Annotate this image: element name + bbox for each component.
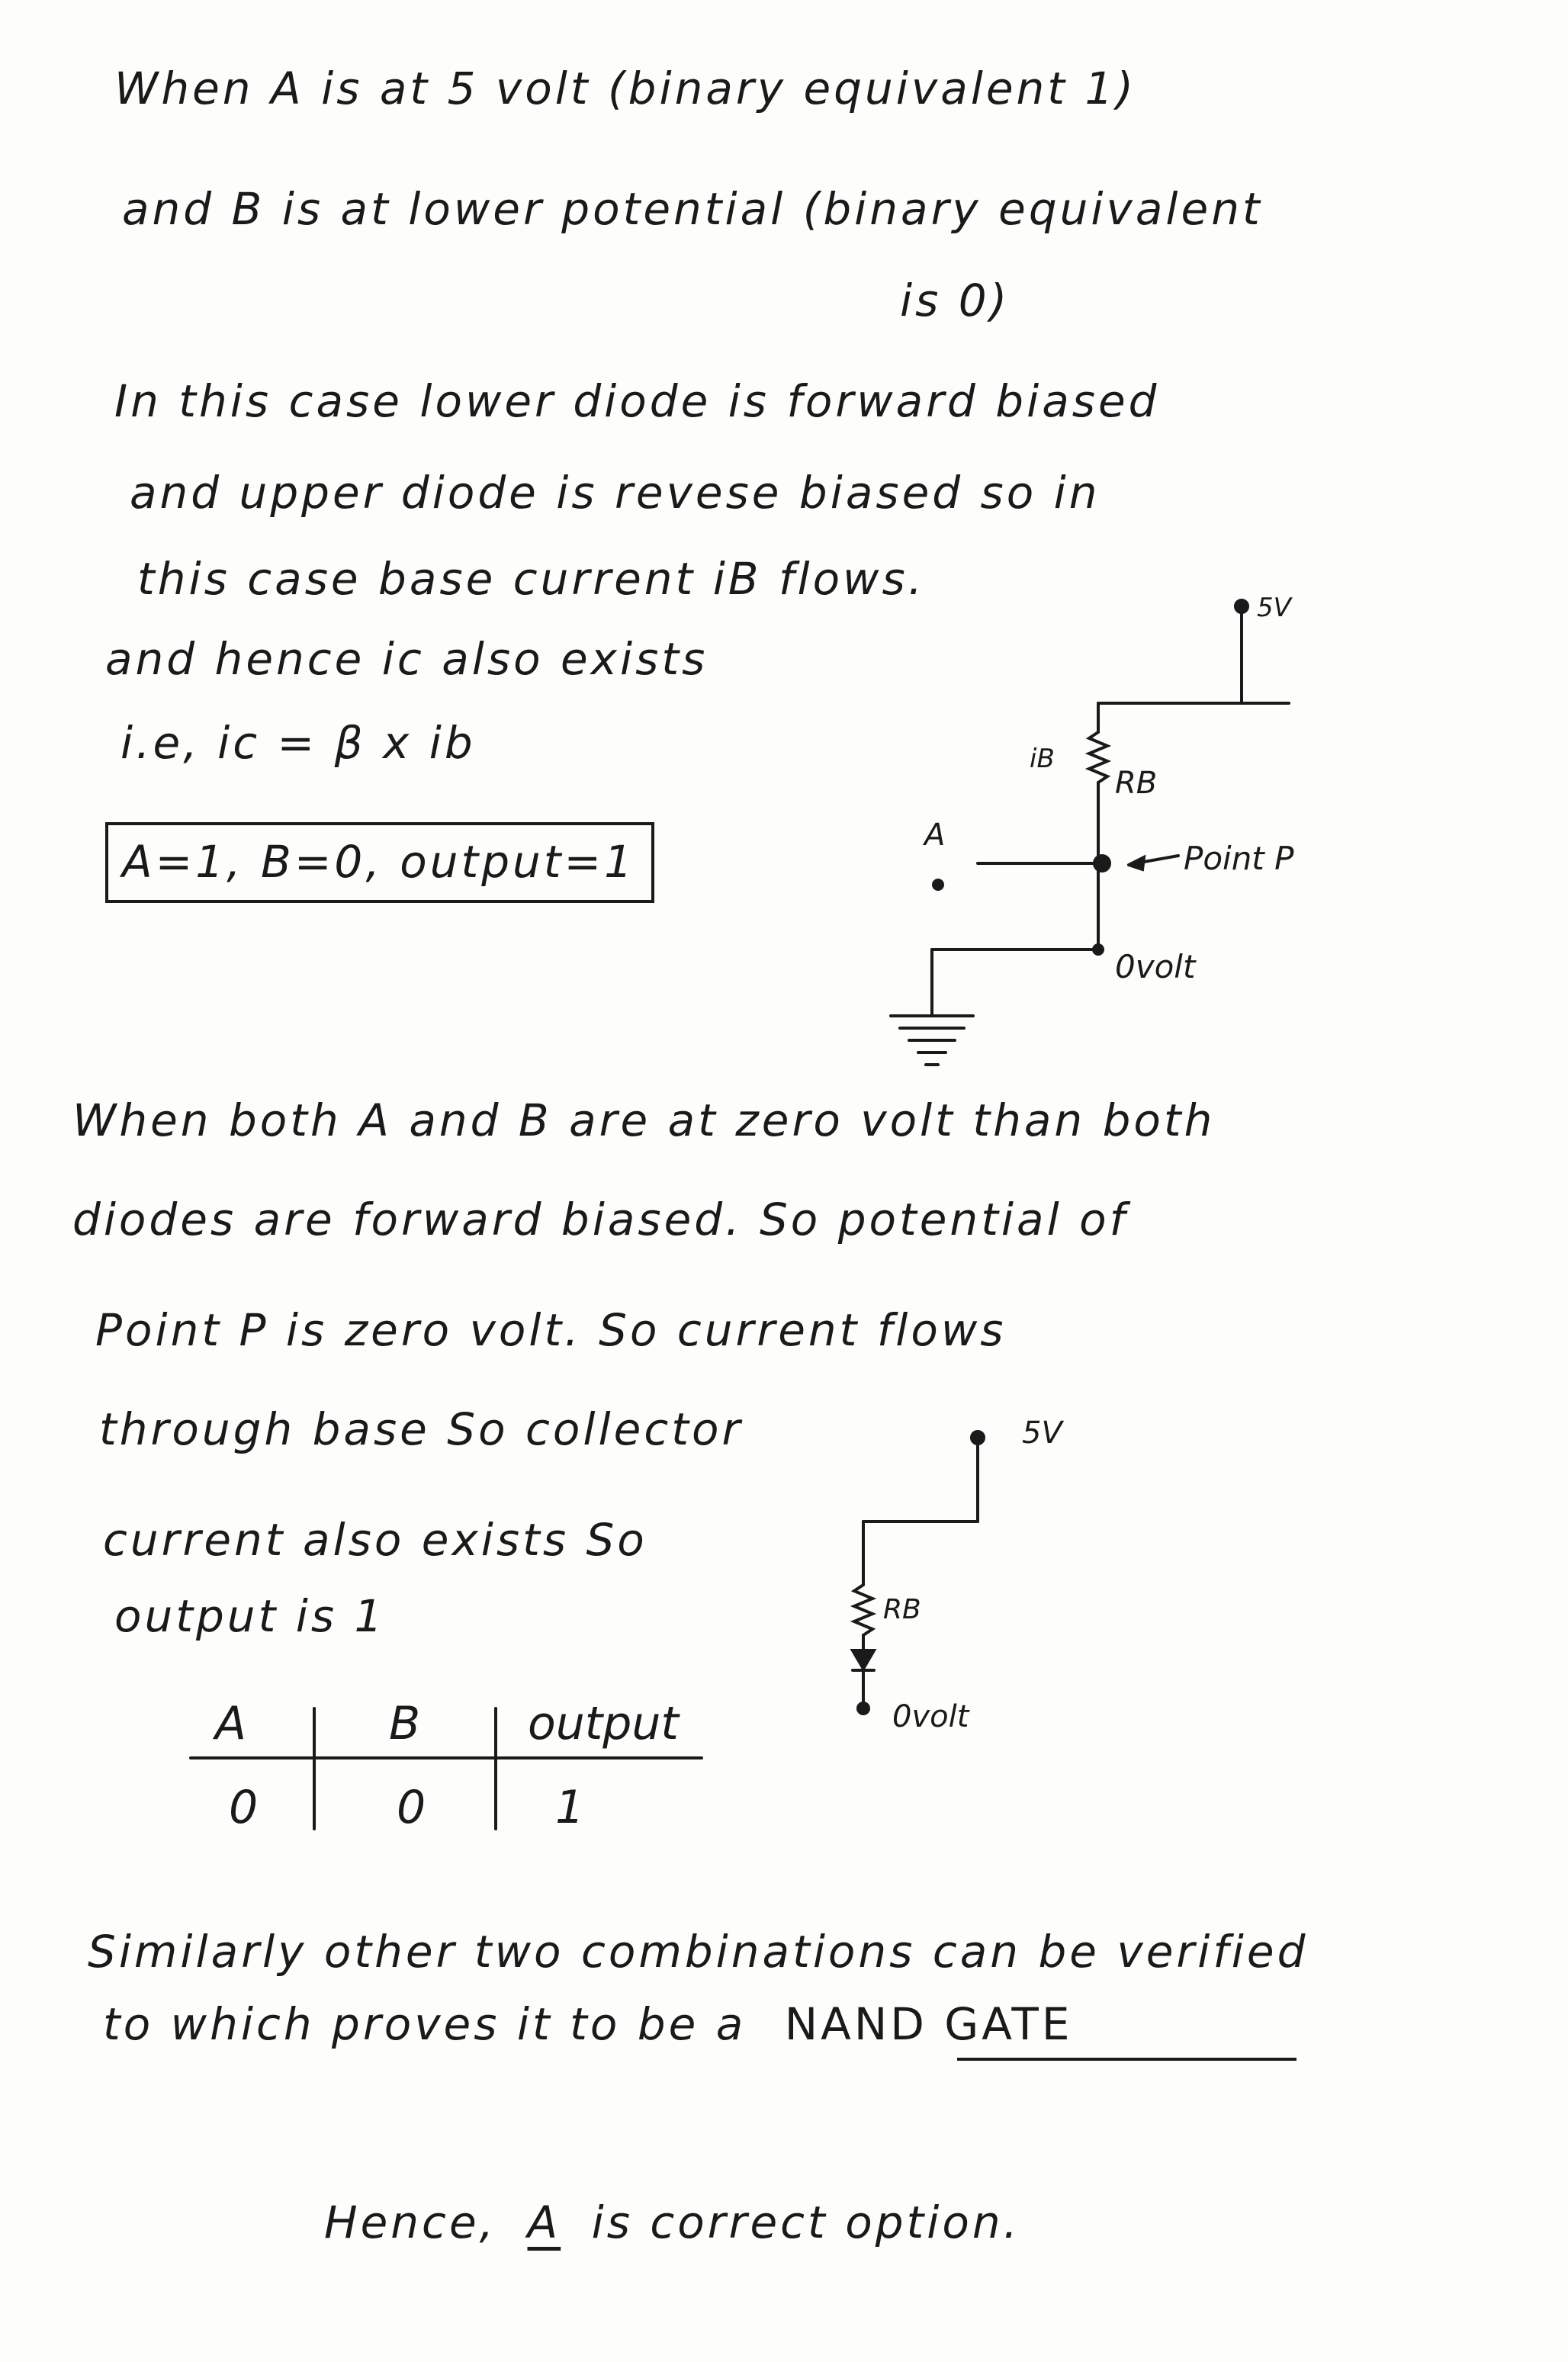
circuit2-resistor-rb-symbol [854, 1585, 872, 1635]
text-line-7: and hence ic also exists [105, 633, 708, 685]
result-box-text: A=1, B=0, output=1 [122, 836, 636, 888]
circuit1-ground-label: 0volt [1115, 948, 1196, 985]
truth-table-header-b: B [389, 1697, 421, 1750]
point-p-node [1094, 856, 1110, 871]
correct-option-text: is correct option. [591, 2196, 1021, 2248]
point-p-arrow-shaft [1144, 856, 1178, 862]
truth-table-cell-output: 1 [555, 1781, 585, 1834]
text-line-14: output is 1 [114, 1590, 386, 1642]
text-line-4: In this case lower diode is forward biased [114, 375, 1160, 427]
text-line-5: and upper diode is revese biased so in [130, 467, 1100, 519]
circuit1-supply-label: 5V [1257, 593, 1291, 623]
circuit2-resistor-label: RB [883, 1594, 921, 1625]
truth-table-cell-b: 0 [397, 1781, 426, 1834]
text-line-12: through base So collector [99, 1403, 744, 1455]
circuit1-input-label: A [924, 818, 946, 853]
nand-gate-label: NAND GATE [784, 1998, 1073, 2050]
text-line-3: is 0) [900, 275, 1011, 326]
hence-label: Hence, [324, 2196, 497, 2248]
text-line-6: this case base current iB flows. [137, 553, 926, 605]
text-line-9: When both A and B are at zero volt than both [72, 1094, 1216, 1146]
answer-option: A [527, 2196, 561, 2248]
point-p-arrow-head [1129, 857, 1144, 869]
text-line-8: i.e, ic = β x ib [120, 717, 476, 769]
text-line-17 [324, 2196, 1020, 2248]
circuit1-current-label: iB [1030, 744, 1055, 774]
text-line-13: current also exists So [103, 1514, 647, 1566]
circuit2-zero-volt-node [858, 1703, 869, 1714]
text-line-16 [103, 1998, 1073, 2050]
truth-table-cell-a: 0 [229, 1781, 259, 1834]
circuit2-diode-arrow [853, 1650, 874, 1669]
resistor-rb-symbol [1089, 732, 1107, 783]
text-line-10: diodes are forward biased. So potential of [72, 1194, 1129, 1245]
truth-table-header-a: A [215, 1697, 247, 1750]
input-a-dot [933, 880, 943, 889]
text-line-1: When A is at 5 volt (binary equivalent 1) [114, 63, 1137, 114]
text-line-15: Similarly other two combinations can be verified [88, 1926, 1309, 1978]
text-line-11: Point P is zero volt. So current flows [95, 1304, 1007, 1356]
circuit1-node-label: Point P [1184, 840, 1294, 877]
circuit1-resistor-label: RB [1115, 766, 1158, 801]
text-line-2: and B is at lower potential (binary equivalent [122, 183, 1263, 235]
circuit2-ground-label: 0volt [892, 1699, 969, 1734]
circuit2-supply-label: 5V [1022, 1416, 1062, 1451]
truth-table-header-output: output [528, 1697, 679, 1750]
text-line-16-lead: to which proves it to be a [103, 1998, 747, 2050]
